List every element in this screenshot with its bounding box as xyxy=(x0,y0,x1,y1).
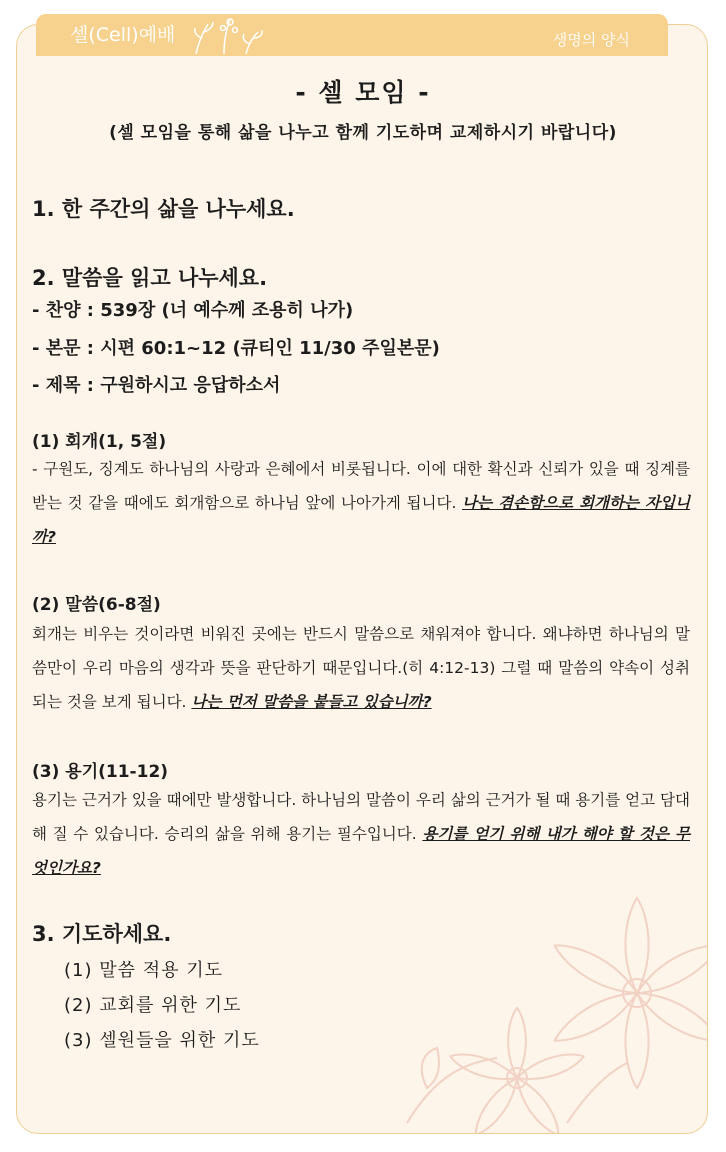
flower-sprig-icon xyxy=(186,16,266,56)
prayer-item-1: (1) 말씀 적용 기도 xyxy=(64,960,223,981)
point2-question: 나는 먼저 말씀을 붙들고 있습니까? xyxy=(191,693,432,711)
point2-paragraph xyxy=(32,617,690,719)
point3-heading: (3) 용기(11-12) xyxy=(32,762,169,782)
section2-heading: 2. 말씀을 읽고 나누세요. xyxy=(32,266,268,290)
page-subtitle: (셀 모임을 통해 삶을 나누고 함께 기도하며 교제하시기 바랍니다) xyxy=(109,123,617,143)
point1-heading: (1) 회개(1, 5절) xyxy=(32,432,167,452)
point3-question: 용기를 얻기 위해 내가 해야 할 것은 무엇인가요? xyxy=(32,825,690,877)
header-left-label: 셀(Cell)예배 xyxy=(70,24,176,46)
section1-heading: 1. 한 주간의 삶을 나누세요. xyxy=(32,197,295,221)
point3-body: 용기는 근거가 있을 때에만 발생합니다. 하나님의 말씀이 우리 삶의 근거가 될 때 용기를 얻고 담대해 질 수 있습니다. 승리의 삶을 위해 용기는 필수입니다. xyxy=(32,791,690,843)
scripture-line: - 본문 : 시편 60:1~12 (큐티인 11/30 주일본문) xyxy=(32,338,440,359)
point3-paragraph xyxy=(32,783,690,885)
flower-illustration xyxy=(367,873,707,1133)
prayer-item-2: (2) 교회를 위한 기도 xyxy=(64,995,242,1016)
point1-paragraph xyxy=(32,452,690,554)
section3-heading: 3. 기도하세요. xyxy=(32,922,172,946)
hymn-line: - 찬양 : 539장 (너 예수께 조용히 나가) xyxy=(32,300,354,321)
page-title: - 셀 모임 - xyxy=(295,78,431,107)
header-right-label: 생명의 양식 xyxy=(552,31,630,49)
theme-line: - 제목 : 구원하시고 응답하소서 xyxy=(32,375,281,396)
point1-question: 나는 겸손함으로 회개하는 자입니까? xyxy=(32,494,691,546)
point1-body: - 구원도, 징계도 하나님의 사랑과 은혜에서 비롯됩니다. 이에 대한 확신과 신뢰가 있을 때 징계를 받는 것 같을 때에도 회개함으로 하나님 앞에 나아가게 됩니다. xyxy=(32,460,690,512)
point2-body: 회개는 비우는 것이라면 비워진 곳에는 반드시 말씀으로 채워져야 합니다. 왜냐하면 하나님의 말씀만이 우리 마음의 생각과 뜻을 판단하기 때문입니다.(히 4:12-13) 그럴 때 말씀의 약속이 성취되는 것을 보게 됩니다. xyxy=(32,625,690,711)
point2-heading: (2) 말씀(6-8절) xyxy=(32,595,161,615)
prayer-item-3: (3) 셀원들을 위한 기도 xyxy=(64,1030,260,1051)
